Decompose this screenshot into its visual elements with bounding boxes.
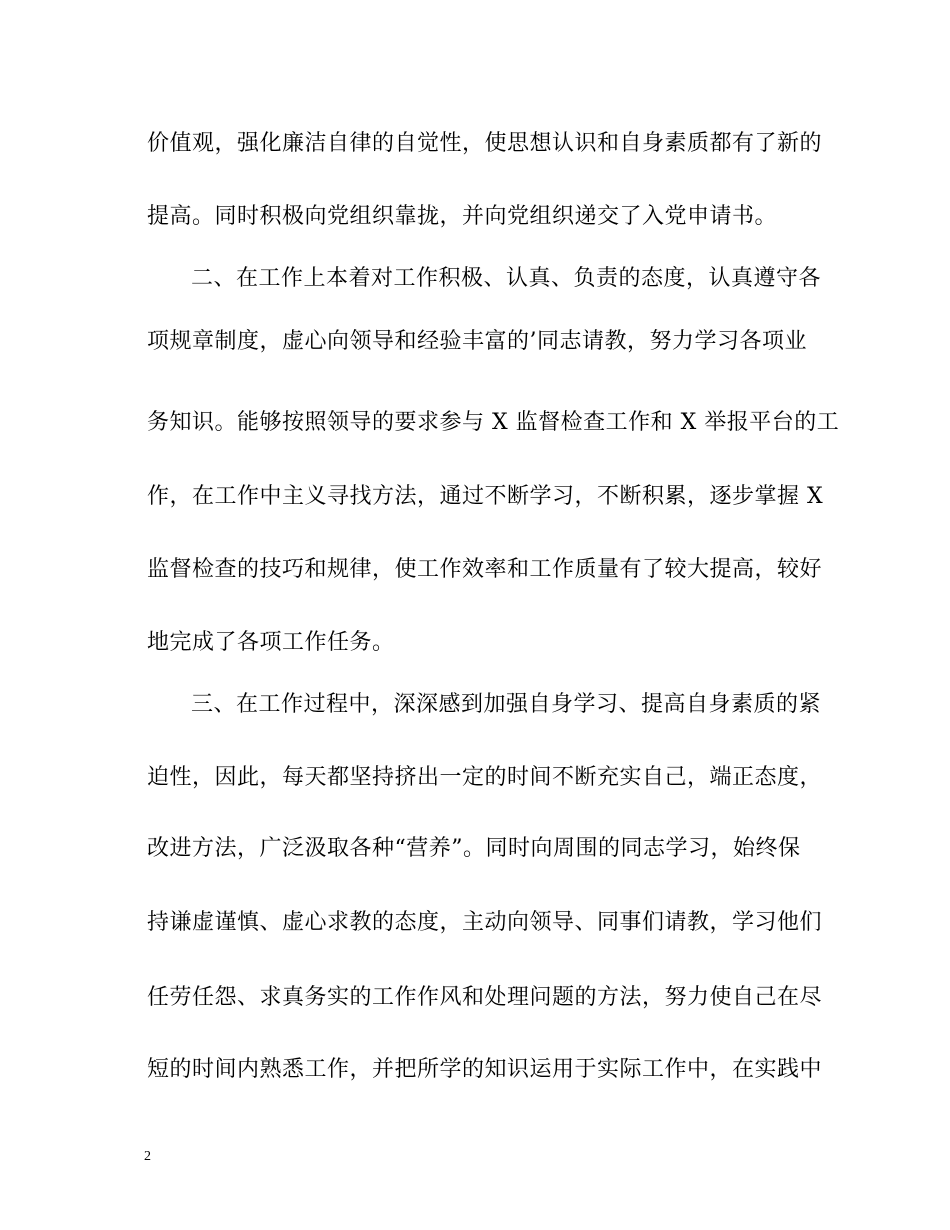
paragraph-line: 作，在工作中主义寻找方法，通过不断学习，不断积累，逐步掌握 X xyxy=(147,484,824,509)
paragraph-line: 任劳任怨、求真务实的工作作风和处理问题的方法，努力使自己在尽 xyxy=(147,985,823,1010)
paragraph-line: 三、在工作过程中，深深感到加强自身学习、提高自身素质的紧 xyxy=(191,692,822,717)
paragraph-line: 迫性，因此，每天都坚持挤出一定的时间不断充实自己，端正态度， xyxy=(147,765,823,790)
paragraph-line: 持谦虚谨慎、虚心求教的态度，主动向领导、同事们请教，学习他们 xyxy=(147,910,823,935)
paragraph-line: 提高。同时积极向党组织靠拢，并向党组织递交了入党申请书。 xyxy=(147,204,778,229)
paragraph-line: 项规章制度，虚心向领导和经验丰富的’同志请教，努力学习各项业 xyxy=(147,329,807,354)
paragraph-line: 务知识。能够按照领导的要求参与 X 监督检查工作和 X 举报平台的工 xyxy=(147,410,840,435)
paragraph-line: 地完成了各项工作任务。 xyxy=(147,630,395,655)
paragraph-line: 二、在工作上本着对工作积极、认真、负责的态度，认真遵守各 xyxy=(191,266,822,291)
paragraph-line: 监督检查的技巧和规律，使工作效率和工作质量有了较大提高，较好 xyxy=(147,557,823,582)
paragraph-line: 改进方法，广泛汲取各种“营养”。同时向周围的同志学习，始终保 xyxy=(147,836,801,861)
paragraph-line: 价值观，强化廉洁自律的自觉性，使思想认识和自身素质都有了新的 xyxy=(147,131,823,156)
paragraph-line: 短的时间内熟悉工作，并把所学的知识运用于实际工作中，在实践中 xyxy=(147,1057,823,1082)
page-number: 2 xyxy=(144,1149,151,1164)
